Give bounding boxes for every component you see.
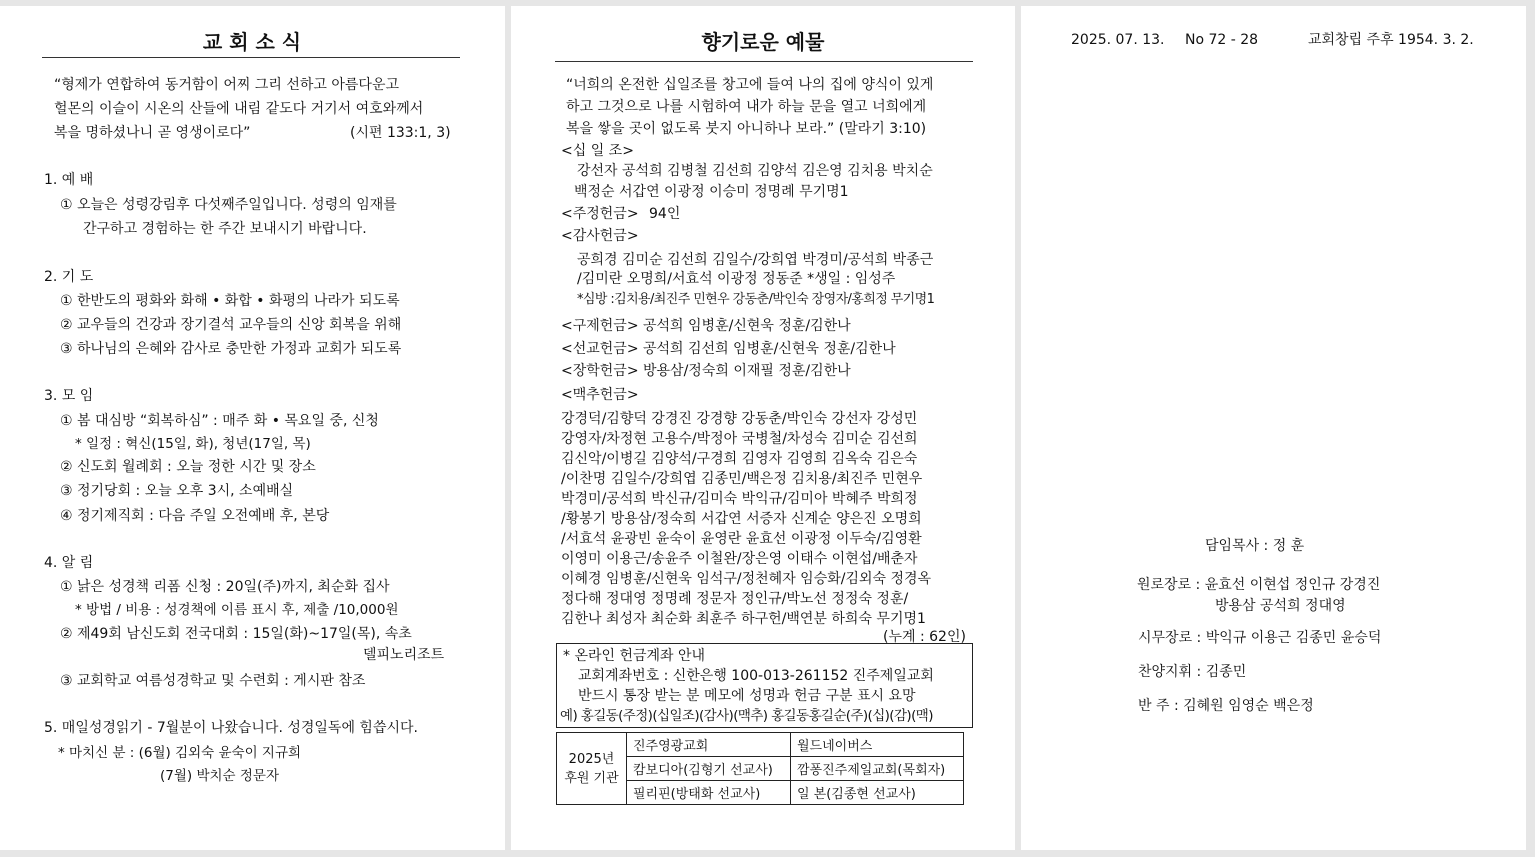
accompanist: 반 주 : 김혜원 임영순 백은정 — [1138, 698, 1314, 714]
malchu-names: /서효석 윤광빈 윤숙이 윤영란 윤효선 이광정 이두숙/김영환 — [561, 531, 922, 547]
support-cell: 필리핀(방태화 선교사) — [627, 781, 791, 805]
elders-emeritus: 원로장로 : 윤효선 이현섭 정인규 강경진 — [1137, 577, 1381, 593]
senior-pastor: 담임목사 : 정 훈 — [1205, 538, 1305, 554]
title-underline — [42, 57, 460, 58]
malchu-names: /이찬명 김일수/강희엽 김종민/백은정 김치용/최진주 민현우 — [561, 471, 923, 487]
meeting-item: ① 봄 대심방 “회복하심” : 매주 화 • 목요일 중, 신청 — [60, 413, 379, 429]
support-cell: 깜퐁진주제일교회(목회자) — [790, 757, 963, 781]
online-account-line: 반드시 통장 받는 분 메모에 성명과 헌금 구분 표시 요망 — [578, 688, 916, 704]
online-account-line: 교회계좌번호 : 신한은행 100-013-261152 진주제일교회 — [578, 668, 934, 684]
thanks-names: /김미란 오명희/서효석 이광정 정동준 *생일 : 임성주 — [577, 271, 896, 287]
verse-line: “너희의 온전한 십일조를 창고에 들여 나의 집에 양식이 있게 — [566, 77, 934, 93]
church-news-panel — [0, 6, 505, 850]
notice-item: 델피노리조트 — [363, 647, 445, 663]
malchu-total: (누계 : 62인) — [883, 629, 966, 645]
worship-item: ① 오늘은 성령강림후 다섯째주일입니다. 성령의 임재를 — [60, 197, 397, 213]
malchu-names: 김신악/이병길 김양석/구경희 김영자 김영희 김옥숙 김은숙 — [561, 451, 918, 467]
section-heading-meeting: 3. 모 임 — [44, 388, 94, 404]
elders-active: 시무장로 : 박익규 이용근 김종민 윤승덕 — [1138, 630, 1382, 646]
relief-offering: <구제헌금> 공석희 임병훈/신현욱 정훈/김한나 — [561, 318, 851, 334]
thanks-names: 공희경 김미순 김선희 김일수/강희엽 박경미/공석희 박종근 — [577, 252, 934, 268]
malchu-names: 이혜경 임병훈/신현욱 임석구/정천혜자 임승화/김외숙 정경옥 — [561, 571, 932, 587]
meeting-item: ② 신도회 월례회 : 오늘 정한 시간 및 장소 — [60, 459, 316, 475]
online-account-box — [556, 643, 973, 728]
malchu-names: 김한나 최성자 최순화 최훈주 하구헌/백연분 하희숙 무기명1 — [561, 611, 926, 627]
church-news-title: 교 회 소 식 — [202, 30, 302, 54]
section-heading-worship: 1. 예 배 — [44, 172, 94, 188]
prayer-item: ① 한반도의 평화와 화해 • 화합 • 화평의 나라가 되도록 — [60, 293, 400, 309]
section-heading-bible: 5. 매일성경읽기 - 7월분이 나왔습니다. 성경일독에 힘씁시다. — [44, 720, 418, 736]
malchu-names: /황봉기 방용삼/정숙희 서갑연 서증자 신계순 양은진 오명희 — [561, 511, 922, 527]
malchu-names: 강영자/차정현 고용수/박정아 국병철/차성숙 김미순 김선희 — [561, 431, 918, 447]
church-founded: 교회창립 주후 1954. 3. 2. — [1308, 32, 1474, 48]
notice-item: ① 낡은 성경책 리폼 신청 : 20일(주)까지, 최순화 집사 — [60, 579, 390, 595]
scholarship-offering: <장학헌금> 방용삼/정숙희 이재필 정훈/김한나 — [561, 363, 851, 379]
support-cell: 일 본(김종현 선교사) — [790, 781, 963, 805]
weekly-offering-value: 94인 — [649, 206, 681, 222]
support-label-year: 2025년 — [568, 751, 615, 767]
bible-item: (7월) 박치순 정문자 — [160, 768, 279, 784]
offering-panel — [511, 6, 1015, 850]
mission-offering: <선교헌금> 공석희 김선희 임병훈/신현욱 정훈/김한나 — [561, 341, 896, 357]
title-underline — [555, 61, 973, 62]
bible-item: * 마치신 분 : (6월) 김외숙 윤숙이 지규희 — [58, 745, 302, 761]
malchu-names: 박경미/공석희 박신규/김미숙 박익규/김미아 박혜주 박희정 — [561, 491, 918, 507]
online-account-title: * 온라인 헌금계좌 안내 — [563, 648, 706, 664]
malchu-names: 정다해 정대영 정명례 정문자 정인규/박노선 정정숙 정훈/ — [561, 591, 909, 607]
verse-line: 하고 그것으로 나를 시험하여 내가 하늘 문을 열고 너희에게 — [566, 99, 927, 115]
support-label — [557, 733, 627, 805]
choir-director: 찬양지휘 : 김종민 — [1138, 664, 1247, 680]
elders-emeritus: 방용삼 공석희 정대영 — [1215, 598, 1346, 614]
support-label-text: 후원 기관 — [564, 770, 619, 786]
verse-reference: (시편 133:1, 3) — [350, 125, 451, 141]
verse-line: 복을 명하셨나니 곧 영생이로다” — [54, 125, 251, 141]
malchu-names: 이영미 이용근/송윤주 이철완/장은영 이태수 이현섭/배춘자 — [561, 551, 918, 567]
thanks-names: *심방 :김치용/최진주 민현우 강동춘/박인숙 장영자/홍희정 무기명1 — [577, 292, 935, 307]
support-cell: 진주영광교회 — [627, 733, 791, 757]
meeting-item: ④ 정기제직회 : 다음 주일 오전예배 후, 본당 — [60, 508, 330, 524]
prayer-item: ② 교우들의 건강과 장기결석 교우들의 신앙 회복을 위해 — [60, 317, 402, 333]
support-cell: 캄보디아(김형기 선교사) — [627, 757, 791, 781]
tithe-names: 백정순 서갑연 이광정 이승미 정명례 무기명1 — [574, 184, 849, 200]
support-cell: 월드네이버스 — [790, 733, 963, 757]
malchu-names: 강경덕/김향덕 강경진 강경향 강동춘/박인숙 강선자 강성민 — [561, 411, 918, 427]
notice-item: ③ 교회학교 여름성경학교 및 수련회 : 게시판 참조 — [60, 673, 366, 689]
support-table — [556, 732, 964, 805]
verse-line: 복을 쌓을 곳이 없도록 붓지 아니하나 보라.” (말라기 3:10) — [566, 121, 927, 137]
notice-item: * 방법 / 비용 : 성경책에 이름 표시 후, 제출 /10,000원 — [75, 602, 399, 618]
church-info-panel — [1021, 6, 1526, 850]
prayer-item: ③ 하나님의 은혜와 감사로 충만한 가정과 교회가 되도록 — [60, 341, 402, 357]
thanks-offering-label: <감사헌금> — [561, 228, 639, 244]
section-heading-notice: 4. 알 림 — [44, 555, 94, 571]
weekly-offering-label: <주정헌금> — [561, 206, 639, 222]
malchu-offering-label: <맥추헌금> — [561, 387, 639, 403]
verse-line: “형제가 연합하여 동거함이 어찌 그리 선하고 아름다운고 — [54, 77, 400, 93]
meeting-item: ③ 정기당회 : 오늘 오후 3시, 소예배실 — [60, 483, 294, 499]
offering-title: 향기로운 예물 — [701, 30, 825, 54]
online-account-line: 예) 홍길동(주정)(십일조)(감사)(맥추) 홍길동홍길순(주)(십)(감)(맥) — [560, 708, 933, 724]
notice-item: ② 제49회 남신도회 전국대회 : 15일(화)~17일(목), 속초 — [60, 626, 412, 642]
bulletin-issue: No 72 - 28 — [1185, 32, 1259, 48]
bulletin-date: 2025. 07. 13. — [1071, 32, 1165, 48]
table-row — [557, 733, 964, 757]
section-heading-prayer: 2. 기 도 — [44, 269, 94, 285]
tithe-label: <십 일 조> — [561, 143, 634, 159]
verse-line: 헐몬의 이슬이 시온의 산들에 내림 같도다 거기서 여호와께서 — [54, 101, 424, 117]
tithe-names: 강선자 공석희 김병철 김선희 김양석 김은영 김치용 박치순 — [577, 163, 933, 179]
meeting-item: * 일정 : 혁신(15일, 화), 청년(17일, 목) — [75, 436, 311, 452]
worship-item: 간구하고 경험하는 한 주간 보내시기 바랍니다. — [83, 221, 367, 237]
